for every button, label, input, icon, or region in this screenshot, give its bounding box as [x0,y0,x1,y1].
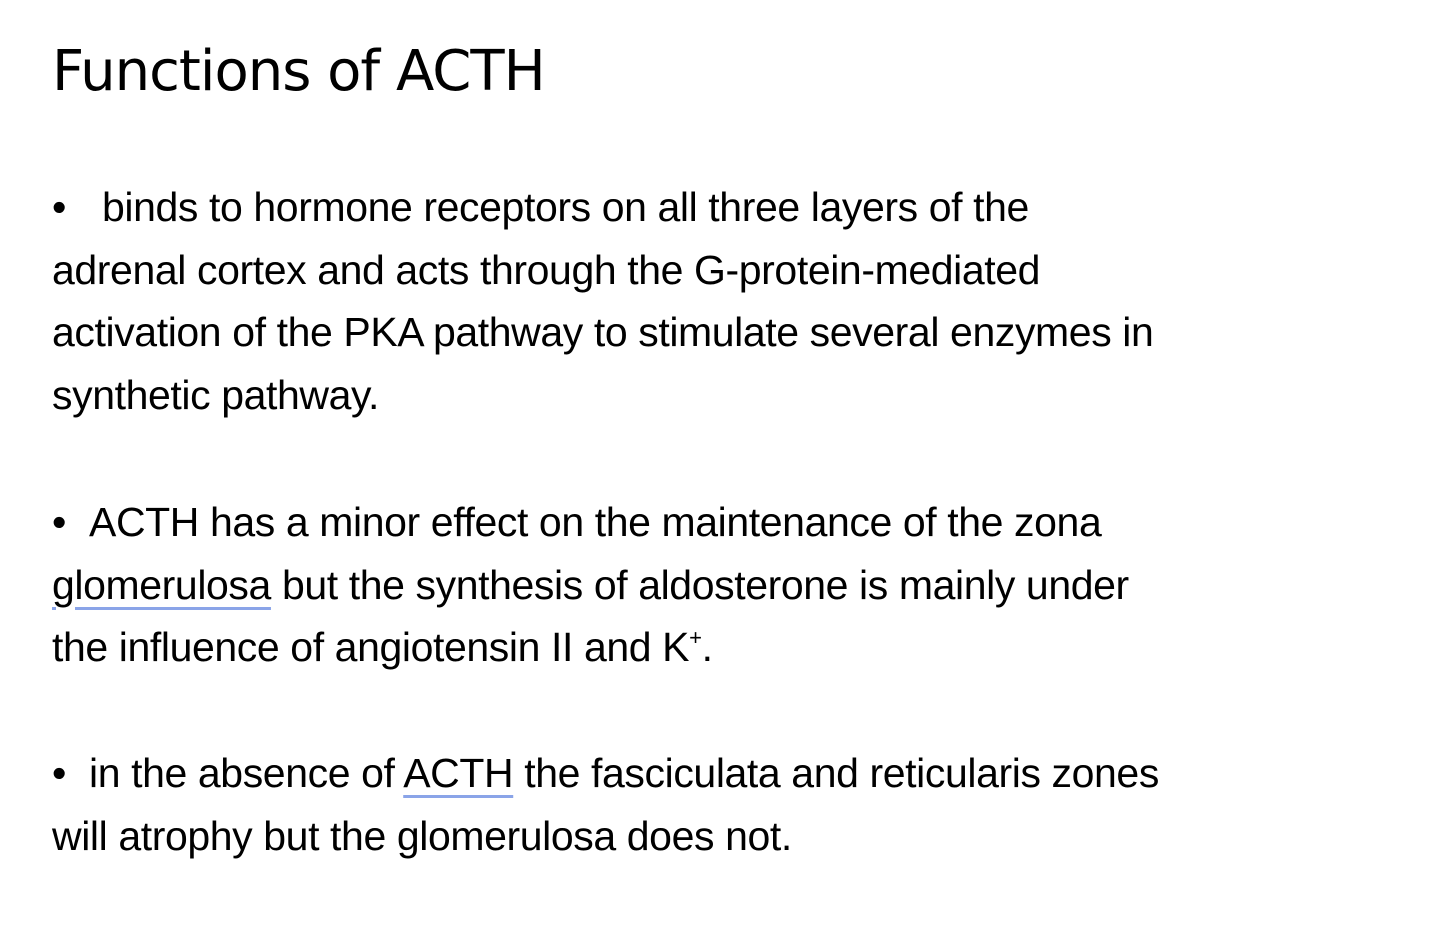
bullet-marker-3: • [52,750,66,796]
bullet-2-line-3-text: the influence of angiotensin II and K [52,624,690,670]
superscript-plus: + [689,625,702,650]
bullet-3-line-2: will atrophy but the glomerulosa does not. [52,812,792,859]
bullet-2-line-2-text: but the synthesis of aldosterone is mainly under [270,561,1129,608]
bullet-marker-1: • [52,184,66,230]
bullet-3-line-1-start: in the absence of [89,750,404,796]
bullet-2-line-1-text: ACTH has a minor effect on the maintenance of the zona [89,499,1102,545]
bullet-1-line-1 [52,176,1153,239]
bullet-1-line-1-text: binds to hormone receptors on all three layers of the [102,184,1029,230]
bullet-2-line-3 [52,616,1129,679]
bullet-marker-2: • [52,499,66,545]
bullet-3-line-1-end: the fasciculata and reticularis zones [513,750,1159,796]
bullet-2-line-2 [52,554,1129,617]
spellcheck-underlined-word[interactable]: glomerulosa [52,561,271,608]
bullet-paragraph-1 [52,176,1153,426]
bullet-1-line-2: adrenal cortex and acts through the G-protein-mediated [52,246,1041,293]
bullet-paragraph-2 [52,491,1129,679]
slide-title: Functions of ACTH [52,39,545,104]
bullet-2-line-1 [52,491,1129,554]
bullet-paragraph-3 [52,742,1159,867]
bullet-1-line-3: activation of the PKA pathway to stimulate several enzymes in [52,309,1154,355]
bullet-1-line-4: synthetic pathway. [52,371,380,418]
spellcheck-underlined-word[interactable]: ACTH [403,750,514,796]
bullet-2-line-3-period: . [701,624,713,670]
bullet-3-line-1 [52,742,1159,805]
